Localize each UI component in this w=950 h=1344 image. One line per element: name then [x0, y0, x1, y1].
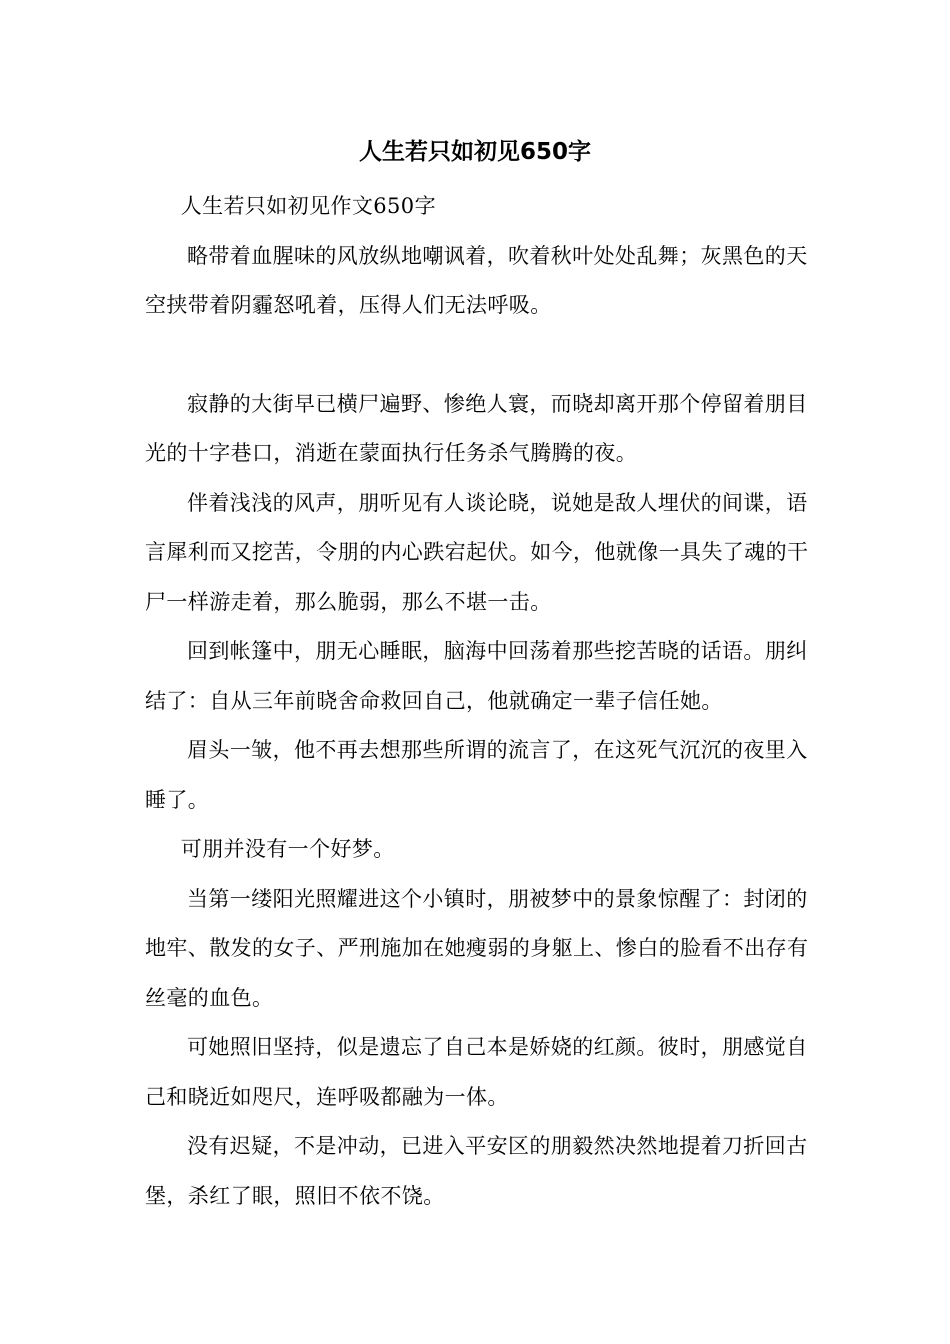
- paragraph: 略带着血腥味的风放纵地嘲讽着，吹着秋叶处处乱舞；灰黑色的天空挟带着阴霾怒吼着，压得人们无法呼吸。: [145, 243, 808, 317]
- document-body: [145, 182, 825, 1221]
- paragraph: 回到帐篷中，朋无心睡眠，脑海中回荡着那些挖苦晓的话语。朋纠结了：自从三年前晓舍命救回自己，他就确定一辈子信任她。: [145, 639, 808, 713]
- paragraph: 可她照旧坚持，似是遗忘了自己本是娇娆的红颜。彼时，朋感觉自己和晓近如咫尺，连呼吸都融为一体。: [145, 1035, 808, 1109]
- blank-line: [145, 331, 825, 380]
- paragraph: 当第一缕阳光照耀进这个小镇时，朋被梦中的景象惊醒了：封闭的地牢、散发的女子、严刑施加在她瘦弱的身躯上、惨白的脸看不出存有丝毫的血色。: [145, 886, 809, 1010]
- paragraph: 伴着浅浅的风声，朋听见有人谈论晓，说她是敌人埋伏的间谍，语言犀利而又挖苦，令朋的内心跌宕起伏。如今，他就像一具失了魂的干尸一样游走着，那么脆弱，那么不堪一击。: [145, 490, 809, 614]
- paragraph: 寂静的大街早已横尸遍野、惨绝人寰，而晓却离开那个停留着朋目光的十字巷口，消逝在蒙面执行任务杀气腾腾的夜。: [145, 391, 808, 465]
- paragraph: 没有迟疑，不是冲动，已进入平安区的朋毅然决然地提着刀折回古堡，杀红了眼，照旧不依不饶。: [145, 1134, 808, 1208]
- paragraph-subtitle: 人生若只如初见作文650字: [180, 194, 436, 218]
- paragraph: 可朋并没有一个好梦。: [180, 837, 395, 861]
- document-title: 人生若只如初见650字: [358, 139, 591, 165]
- paragraph: 眉头一皱，他不再去想那些所谓的流言了，在这死气沉沉的夜里入睡了。: [145, 738, 808, 812]
